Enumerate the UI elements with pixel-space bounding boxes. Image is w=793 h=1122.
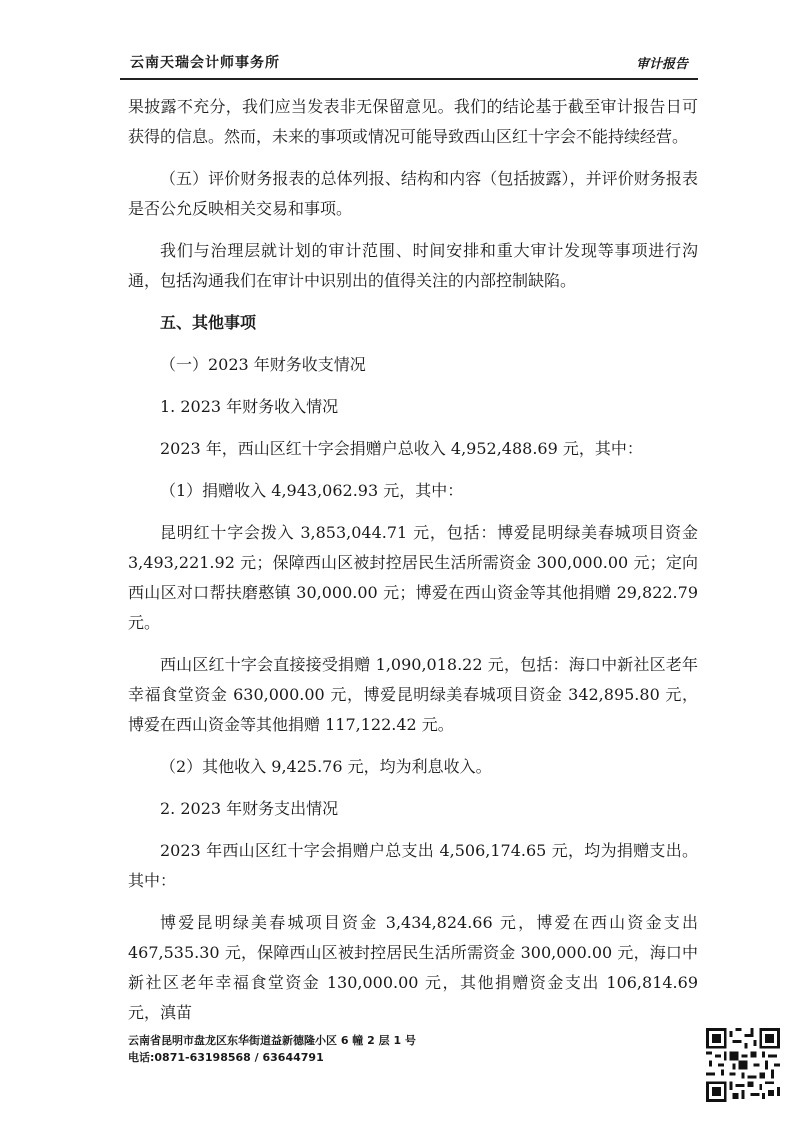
qr-code-icon [706, 1028, 780, 1102]
firm-name: 云南天瑞会计师事务所 [130, 55, 280, 71]
paragraph: （2）其他收入 9,425.76 元，均为利息收入。 [160, 757, 492, 776]
subsection-heading: （一）2023 年财务收支情况 [160, 355, 366, 374]
paragraph: 2023 年西山区红十字会捐赠户总支出 4,506,174.65 元，均为捐赠支出。其中： [128, 841, 698, 890]
firm-address: 云南省昆明市盘龙区东华街道益新德隆小区 6 幢 2 层 1 号 [128, 1034, 416, 1047]
paragraph: 博爱昆明绿美春城项目资金 3,434,824.66 元，博爱在西山资金支出 467,535.30 元，保障西山区被封控居民生活所需资金 300,000.00 元，海口中新社区老年幸福食堂资金 130,000.00 元，其他捐赠资金支出 106,814.69 元，滇苗 [128, 913, 698, 1022]
paragraph: 2023 年，西山区红十字会捐赠户总收入 4,952,488.69 元，其中： [160, 439, 643, 458]
paragraph: （1）捐赠收入 4,943,062.93 元，其中： [160, 481, 464, 500]
paragraph: 昆明红十字会拨入 3,853,044.71 元，包括：博爱昆明绿美春城项目资金 3,493,221.92 元；保障西山区被封控居民生活所需资金 300,000.00 元；定向西山区对口帮扶磨憨镇 30,000.00 元；博爱在西山资金等其他捐赠 29,822.79 元。 [128, 523, 698, 632]
document-type-label: 审计报告 [635, 57, 688, 72]
paragraph: 西山区红十字会直接接受捐赠 1,090,018.22 元，包括：海口中新社区老年幸福食堂资金 630,000.00 元，博爱昆明绿美春城项目资金 342,895.80 元，博爱在西山资金等其他捐赠 117,122.42 元。 [128, 655, 698, 734]
paragraph: 我们与治理层就计划的审计范围、时间安排和重大审计发现等事项进行沟通，包括沟通我们在审计中识别出的值得关注的内部控制缺陷。 [128, 241, 698, 290]
subsection-heading: 1. 2023 年财务收入情况 [160, 397, 339, 416]
page-footer [128, 1032, 416, 1066]
paragraph: （五）评价财务报表的总体列报、结构和内容（包括披露），并评价财务报表是否公允反映相关交易和事项。 [128, 169, 698, 218]
firm-phone: 电话:0871-63198568 / 63644791 [128, 1051, 324, 1064]
document-body [128, 92, 698, 1040]
subsection-heading: 2. 2023 年财务支出情况 [160, 799, 339, 818]
page-header [120, 46, 698, 80]
paragraph: 果披露不充分，我们应当发表非无保留意见。我们的结论基于截至审计报告日可获得的信息。然而，未来的事项或情况可能导致西山区红十字会不能持续经营。 [128, 97, 698, 146]
section-heading: 五、其他事项 [160, 313, 257, 332]
